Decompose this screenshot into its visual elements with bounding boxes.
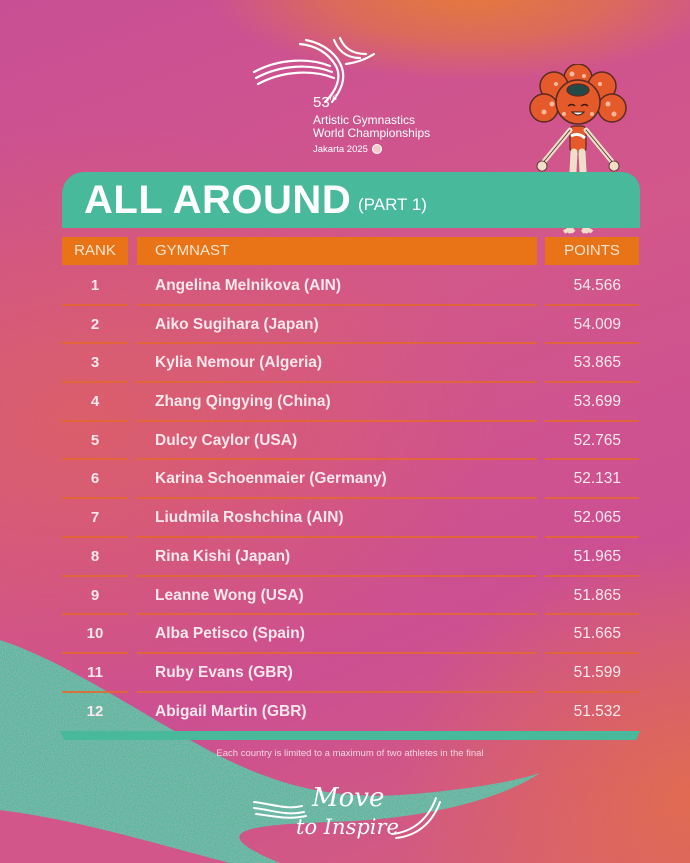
rank-cell: 12 <box>86 702 104 720</box>
rank-cell: 10 <box>86 625 104 643</box>
edition-number: 53rd <box>313 93 337 111</box>
rank-cell: 7 <box>90 509 100 527</box>
footnote: Each country is limited to a maximum of two athletes in the final <box>216 748 484 759</box>
results-table <box>0 267 690 731</box>
rank-cell: 9 <box>90 586 100 604</box>
gymnast-cell: Alba Petisco (Spain) <box>155 625 305 643</box>
header-points: POINTS <box>545 237 639 265</box>
table-bottom-bar <box>60 731 640 740</box>
table-row <box>0 538 690 577</box>
page-subtitle: (PART 1) <box>358 195 427 214</box>
gymnast-cell: Ruby Evans (GBR) <box>155 663 293 681</box>
points-cell: 53.699 <box>573 393 621 411</box>
gymnast-cell: Dulcy Caylor (USA) <box>155 431 298 449</box>
rank-cell: 8 <box>90 547 100 565</box>
header-gymnast: GYMNAST <box>137 237 537 265</box>
table-row <box>0 577 690 616</box>
rank-cell: 2 <box>90 315 100 333</box>
gymnast-cell: Rina Kishi (Japan) <box>155 547 291 565</box>
rank-cell: 5 <box>90 431 100 449</box>
points-cell: 51.665 <box>573 625 621 643</box>
points-cell: 53.865 <box>573 354 621 372</box>
points-cell: 52.131 <box>573 470 621 488</box>
table-row <box>0 615 690 654</box>
move-to-inspire-logo <box>252 776 442 846</box>
points-cell: 51.965 <box>573 547 621 565</box>
table-row <box>0 267 690 306</box>
gymnast-cell: Angelina Melnikova (AIN) <box>155 277 342 294</box>
points-cell: 51.599 <box>573 663 621 681</box>
points-cell: 51.865 <box>573 586 621 604</box>
points-cell: 52.065 <box>573 509 621 527</box>
points-cell: 54.009 <box>573 315 621 333</box>
rank-cell: 4 <box>90 393 100 411</box>
page-title: ALL AROUND <box>84 178 352 222</box>
championship-logo <box>250 36 470 166</box>
gymnast-cell: Karina Schoenmaier (Germany) <box>155 470 387 488</box>
table-row <box>0 422 690 461</box>
gymnast-cell: Abigail Martin (GBR) <box>155 702 307 720</box>
gymnast-cell: Leanne Wong (USA) <box>155 586 304 604</box>
table-row <box>0 344 690 383</box>
header-rank: RANK <box>62 237 128 265</box>
event-name-line1: Artistic Gymnastics <box>313 113 416 127</box>
title-banner <box>62 172 640 228</box>
slogan-line2: to Inspire <box>296 815 399 839</box>
federation-badge-icon <box>372 144 382 154</box>
table-row <box>0 460 690 499</box>
gymnast-cell: Kylia Nemour (Algeria) <box>155 354 323 372</box>
gymnast-cell: Aiko Sugihara (Japan) <box>155 315 319 333</box>
table-row <box>0 306 690 345</box>
gymnast-cell: Liudmila Roshchina (AIN) <box>155 509 344 527</box>
location-year: Jakarta 2025 <box>313 144 368 155</box>
table-row <box>0 654 690 693</box>
rank-cell: 11 <box>87 663 103 681</box>
rank-cell: 3 <box>90 354 100 372</box>
points-cell: 54.566 <box>573 277 621 294</box>
table-row <box>0 383 690 422</box>
rank-cell: 6 <box>90 470 100 488</box>
points-cell: 52.765 <box>573 431 621 449</box>
slogan-line1: Move <box>312 783 385 813</box>
event-name-line2: World Championships <box>313 126 431 140</box>
table-row <box>0 499 690 538</box>
table-row <box>0 693 690 732</box>
gymnast-cell: Zhang Qingying (China) <box>155 393 331 411</box>
points-cell: 51.532 <box>573 702 621 720</box>
rank-cell: 1 <box>90 277 100 294</box>
